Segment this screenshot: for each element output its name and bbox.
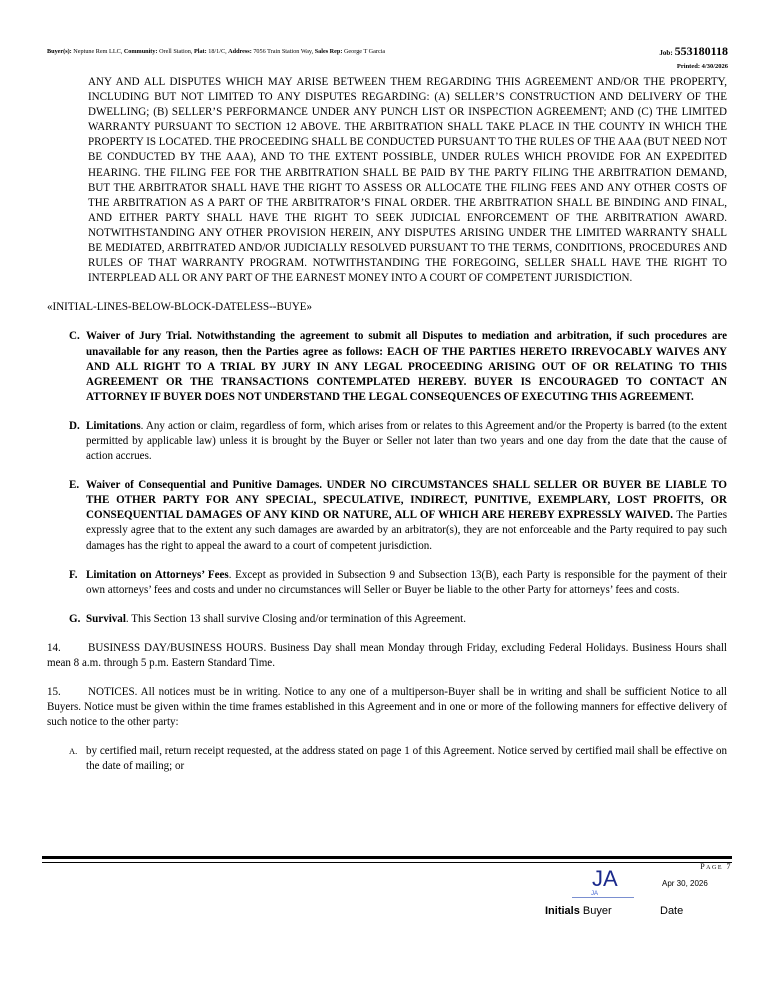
section-g bbox=[47, 612, 727, 627]
section-g-letter: G. bbox=[69, 612, 81, 625]
section-d-letter: D. bbox=[69, 419, 80, 432]
section-f-title: Limitation on Attorneys’ Fees bbox=[86, 568, 229, 581]
initials-signature-small: JA bbox=[591, 891, 599, 897]
plat-label: Plat: bbox=[193, 48, 207, 55]
section-d-title: Limitations bbox=[86, 419, 141, 432]
buyer-value: Neptune Rem LLC, bbox=[73, 48, 123, 55]
printed-date: Printed: 4/30/2026 bbox=[676, 63, 728, 70]
arbitration-paragraph: ANY AND ALL DISPUTES WHICH MAY ARISE BETWEEN THEM REGARDING THIS AGREEMENT AND/OR THE PROPERTY, INCLUDING BUT NOT LIMITED TO ANY DISPUTES REGARDING: (A) SELLER’S CONSTRUCTION AND DELIVERY OF THE DWELLING; (B) SELLER’S PERFORMANCE UNDER ANY PUNCH LIST OR INSPECTION AGREEMENT; AND (C) THE LIMITED WARRANTY PURSUANT TO SECTION 12 ABOVE. THE ARBITRATION SHALL TAKE PLACE IN THE COUNTY IN WHICH THE PROPERTY IS LOCATED. THE PROCEEDING SHALL BE CONDUCTED PURSUANT TO THE RULES OF THE AAA (BUT NEED NOT BE CONDUCTED BY THE AAA), AND TO THE EXTENT POSSIBLE, UNDER RULES WHICH PROVIDE FOR AN EXPEDITED HEARING. THE FILING FEE FOR THE ARBITRATION SHALL BE PAID BY THE PARTY FILING THE ARBITRATION DEMAND, BUT THE ARBITRATOR SHALL HAVE THE RIGHT TO ASSESS OR ALLOCATE THE FILING FEES AND ANY OTHER COSTS OF THE ARBITRATION AS A PART OF THE ARBITRATOR’S FINAL ORDER. THE ARBITRATION SHALL BE BINDING AND FINAL, AND EITHER PARTY SHALL HAVE THE RIGHT TO SEEK JUDICIAL ENFORCEMENT OF THE ARBITRATION AWARD. NOTWITHSTANDING ANY OTHER PROVISION HEREIN, ANY DISPUTES ARISING UNDER THE LIMITED WARRANTY SHALL BE MEDIATED, ARBITRATED AND/OR JUDICIALLY RESOLVED PURSUANT TO THE TERMS, CONDITIONS, PROCEDURES AND RULES OF THAT WARRANTY PROGRAM. NOTWITHSTANDING THE FOREGOING, SELLER SHALL HAVE THE RIGHT TO INTERPLEAD ALL OR ANY PART OF THE EARNEST MONEY INTO A COURT OF COMPETENT JURISDICTION. bbox=[88, 76, 727, 285]
section-e-text: The Parties expressly agree that to the extent any such damages are awarded by an arbitrator(s), they are not enforceable and the Party required to pay such damages has the right to appeal the award to a court of competent jurisdiction. bbox=[86, 509, 727, 552]
section-e-title: Waiver of Consequential and Punitive Damages bbox=[86, 479, 320, 492]
signature-date: Apr 30, 2026 bbox=[662, 879, 708, 888]
section-15-text: NOTICES. All notices must be in writing. Notice to any one of a multiperson-Buyer shall be in writing and shall be sufficient Notice to all Buyers. Notice must be given within the time frames established in this Agreement and in one or more of the following manners for effective delivery of such notice to the other party: bbox=[47, 686, 727, 729]
page-number: Page 7 bbox=[700, 862, 732, 871]
buyer-label: Buyer(s): bbox=[47, 48, 72, 55]
date-label: Date bbox=[660, 905, 684, 917]
section-g-title: Survival bbox=[86, 612, 126, 625]
section-f bbox=[47, 568, 727, 598]
job-label: Job: bbox=[659, 49, 673, 57]
section-c-letter: C. bbox=[69, 330, 80, 343]
job-number bbox=[659, 44, 728, 59]
section-15 bbox=[47, 685, 727, 730]
section-d bbox=[47, 419, 727, 464]
section-g-text: . This Section 13 shall survive Closing and/or termination of this Agreement. bbox=[125, 612, 466, 625]
section-14 bbox=[47, 641, 727, 671]
job-number-value: 553180118 bbox=[674, 44, 728, 58]
section-f-text: . Except as provided in Subsection 9 and Subsection 13(B), each Party is responsible for the payment of their own attorneys’ fees and costs and under no circumstances will Seller or Buyer be liable to the other Party for attorneys’ fees and costs. bbox=[86, 568, 727, 596]
footer-rule-thin bbox=[42, 862, 732, 863]
initials-line bbox=[572, 897, 634, 898]
initials-label-bold: Initials bbox=[545, 905, 580, 917]
sales-rep-label: Sales Rep: bbox=[314, 48, 343, 55]
section-d-text: . Any action or claim, regardless of form, which arises from or relates to this Agreement and/or the Property is barred (to the extent permitted by applicable law) unless it is brought by the Buyer or Seller not later than two years and one day from the date that the cause of action accrues. bbox=[86, 419, 727, 463]
section-c bbox=[47, 329, 727, 404]
document-header bbox=[47, 48, 732, 55]
document-body bbox=[47, 75, 727, 775]
initial-lines-marker: «INITIAL-LINES-BELOW-BLOCK-DATELESS--BUYE» bbox=[47, 301, 313, 314]
section-15a-text: by certified mail, return receipt requested, at the address stated on page 1 of this Agreement. Notice served by certified mail shall be effective on the date of mailing; or bbox=[86, 745, 727, 773]
section-15a bbox=[47, 744, 727, 774]
initials-buyer-label bbox=[545, 905, 612, 917]
section-e-letter: E. bbox=[69, 479, 80, 492]
section-c-text: Waiver of Jury Trial. Notwithstanding the agreement to submit all Disputes to mediation and arbitration, if such procedures are unavailable for any reason, then the Parties agree as follows: EACH OF THE PARTIES HERETO IRREVOCABLY WAIVES ANY AND ALL RIGHT TO A TRIAL BY JURY IN ANY LEGAL PROCEEDING ARISING OUT OF OR RELATING TO THIS AGREEMENT OR THE TRANSACTIONS CONTEMPLATED HEREBY. BUYER IS ENCOURAGED TO CONTACT AN ATTORNEY IF BUYER DOES NOT UNDERSTAND THE LEGAL CONSEQUENCES OF EXECUTING THIS AGREEMENT. bbox=[86, 330, 727, 403]
initials-label-buyer: Buyer bbox=[579, 905, 612, 917]
section-e-bold-text: . UNDER NO CIRCUMSTANCES SHALL SELLER OR BUYER BE LIABLE TO THE OTHER PARTY FOR ANY SPECIAL, SPECULATIVE, INDIRECT, PUNITIVE, EXEMPLARY, LOST PROFITS, OR CONSEQUENTIAL DAMAGES OF ANY KIND OR NATURE, ALL OF WHICH ARE HEREBY EXPRESSLY WAIVED. bbox=[86, 479, 727, 522]
address-label: Address: bbox=[228, 48, 252, 55]
sales-rep-value: George T Garcia bbox=[343, 48, 386, 55]
initials-signature: JA bbox=[592, 866, 618, 891]
footer-rule-thick bbox=[42, 856, 732, 859]
section-15a-letter: A. bbox=[69, 746, 78, 757]
section-e bbox=[47, 478, 727, 553]
section-14-text: BUSINESS DAY/BUSINESS HOURS. Business Day shall mean Monday through Friday, excluding Federal Holidays. Business Hours shall mean 8 a.m. through 5 p.m. Eastern Standard Time. bbox=[47, 641, 727, 669]
section-15-number: 15. bbox=[47, 686, 61, 699]
section-f-letter: F. bbox=[69, 568, 78, 581]
plat-value: 18/1/C, bbox=[208, 48, 227, 55]
address-value: 7056 Train Station Way, bbox=[253, 48, 314, 55]
community-label: Community: bbox=[123, 48, 158, 55]
community-value: Orell Station, bbox=[159, 48, 193, 55]
section-14-number: 14. bbox=[47, 641, 61, 654]
